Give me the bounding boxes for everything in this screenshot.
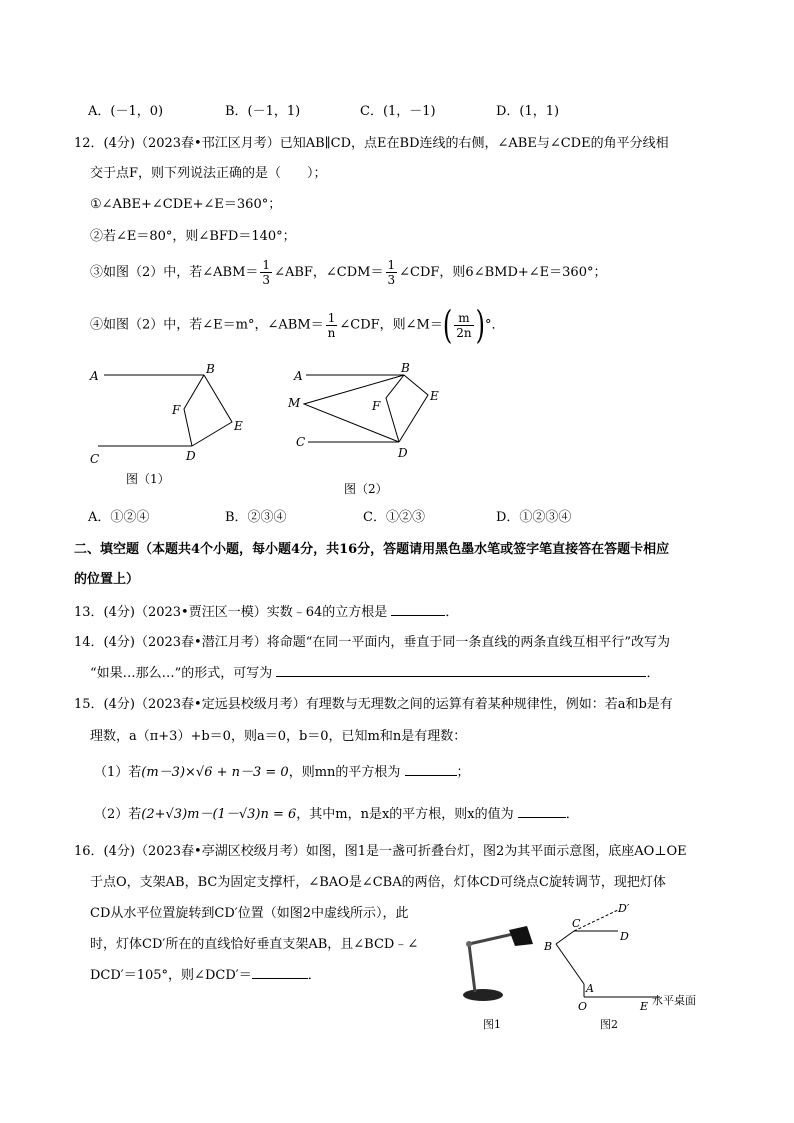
- q12-s4-part-c: °．: [485, 317, 505, 333]
- q12-s4-part-a: ④如图（2）中，若∠E＝m°，∠ABM＝: [90, 317, 324, 333]
- label-d: D: [398, 446, 408, 460]
- fraction-one-third: [260, 258, 272, 287]
- q13-text: 13．(4分)（2023•贾汪区一模）实数﹣64的立方根是: [74, 605, 388, 620]
- q13: [74, 603, 458, 622]
- q12-option-c: C．①②③: [363, 510, 425, 525]
- path-bfd: [184, 375, 204, 446]
- q12-statement-2: ②若∠E＝80°，则∠BFD＝140°；: [90, 229, 296, 244]
- q16-answer-blank: [252, 966, 308, 979]
- label-a: A: [586, 982, 594, 995]
- fraction-denominator: 3: [262, 273, 271, 287]
- label-a: A: [294, 369, 303, 383]
- label-f: F: [172, 403, 181, 417]
- q15-line2: 理数，a（π+3）+b＝0，则a＝0，b＝0，已知m和n是有理数：: [90, 729, 467, 744]
- lamp-head: [509, 926, 533, 946]
- label-e: E: [430, 389, 439, 403]
- q15-p2-end: ．: [565, 807, 579, 822]
- lamp-arm-lower: [469, 944, 475, 992]
- q15-p1-text: ，则mn的平方根为: [288, 765, 401, 780]
- q15-p1-prefix: （1）若: [94, 765, 142, 780]
- q16-end: ．: [307, 968, 321, 983]
- q16-fig1-caption: 图1: [483, 1018, 501, 1031]
- label-b: B: [544, 940, 553, 953]
- fraction-numerator: m: [454, 311, 473, 326]
- fraction-one-over-n: [326, 311, 338, 340]
- right-paren: ): [475, 302, 485, 348]
- label-b: B: [401, 361, 410, 375]
- label-d: D: [620, 930, 629, 943]
- label-d-prime: D′: [618, 904, 630, 915]
- q14-line2: [90, 664, 659, 683]
- q12-option-d: D．①②③④: [496, 510, 572, 525]
- label-c: C: [296, 435, 306, 449]
- q13-end: ．: [445, 605, 459, 620]
- label-c: C: [90, 452, 100, 466]
- path-bed: [399, 375, 428, 442]
- label-o: O: [578, 1000, 588, 1013]
- fraction-denominator: 2n: [456, 325, 472, 340]
- fraction-numerator: 1: [326, 311, 338, 326]
- q14-answer-blank: [276, 664, 646, 677]
- lamp-base: [463, 989, 503, 1001]
- q16-line5: [90, 966, 321, 985]
- q12-option-a: A．①②④: [88, 510, 150, 525]
- q16-text: DCD′＝105°，则∠DCD′＝: [90, 968, 252, 983]
- q15-p1-equation: (m－3)×√6 + n－3 = 0: [141, 765, 289, 780]
- q12-statement-4: [90, 302, 505, 348]
- q12-s3-part-b: ∠ABF，∠CDM＝: [274, 265, 384, 280]
- q16-line1: 16．(4分)（2023春•亭湖区校级月考）如图，图1是一盏可折叠台灯，图2为其平面示意图，底座AO⊥OE: [74, 844, 687, 859]
- q14-text: “如果…那么…”的形式，可写为: [90, 666, 273, 681]
- q11-option-a: A．(－1，0): [88, 104, 164, 119]
- q11-option-d: D．(1，1): [496, 104, 560, 119]
- label-a: A: [90, 369, 99, 383]
- line-cd-prime: [574, 910, 618, 931]
- q12-option-b: B．②③④: [225, 510, 287, 525]
- q16-fig2-caption: 图2: [600, 1018, 618, 1031]
- q12-figure-2: [284, 360, 454, 475]
- q12-stem-line1: 12．(4分)（2023春•邗江区月考）已知AB∥CD，点E在BD连线的右侧，∠ABE与∠CDE的角平分线相: [74, 136, 669, 151]
- q14-line1: 14．(4分)（2023春•潜江月考）将命题“在同一平面内，垂直于同一条直线的两条直线互相平行”改写为: [74, 635, 671, 650]
- q14-end: ．: [646, 666, 660, 681]
- q16-line4: 时，灯体CD′所在的直线恰好垂直支架AB，且∠BCD﹣∠: [90, 937, 419, 952]
- q15-p1-answer-blank: [405, 763, 457, 776]
- desk-lamp-picture: [455, 922, 535, 1004]
- q16-line3: CD从水平位置旋转到CD′位置（如图2中虚线所示），此: [90, 906, 409, 921]
- q13-answer-blank: [391, 603, 445, 616]
- q15-part-1: [94, 763, 470, 782]
- label-e: E: [234, 419, 243, 433]
- q11-option-b: B．(－1，1): [225, 104, 301, 119]
- q12-s4-part-b: ∠CDF，则∠M＝: [339, 317, 443, 333]
- line-bc: [556, 931, 574, 944]
- q15-p2-prefix: （2）若: [94, 807, 142, 822]
- desk-surface-label: 水平桌面: [652, 994, 696, 1007]
- left-paren: (: [442, 302, 453, 348]
- q15-part-2: [94, 805, 579, 824]
- q15-p2-equation: (2+√3)m－(1－√3)n = 6: [141, 807, 297, 822]
- q15-p2-text: ，其中m，n是x的平方根，则x的值为: [296, 807, 514, 822]
- q12-figure-1: [86, 360, 256, 470]
- label-d: D: [186, 449, 196, 463]
- label-m: M: [288, 396, 301, 410]
- fraction-m-over-2n: [454, 311, 473, 340]
- section-2-heading-line2: 的位置上）: [74, 572, 140, 587]
- q16-line2: 于点O，支架AB，BC为固定支撑杆，∠BAO是∠CBA的两倍，灯体CD可绕点C旋转调节，现把灯体: [90, 875, 666, 890]
- label-e: E: [640, 1000, 649, 1013]
- q12-statement-3: [90, 256, 606, 290]
- lamp-arm-upper: [469, 934, 513, 944]
- q12-statement-1: ①∠ABE+∠CDE+∠E＝360°；: [90, 197, 282, 212]
- label-b: B: [206, 362, 215, 376]
- fraction-one-third: [386, 258, 398, 287]
- line-ab: [556, 944, 584, 984]
- fraction-numerator: 1: [387, 258, 396, 272]
- q12-fig2-caption: 图（2）: [344, 482, 388, 496]
- q15-p2-answer-blank: [518, 805, 566, 818]
- fraction-denominator: 3: [387, 273, 396, 287]
- q12-s3-part-a: ③如图（2）中，若∠ABM＝: [90, 265, 259, 280]
- label-c: C: [572, 917, 581, 930]
- lamp-joint: [466, 941, 472, 947]
- q11-option-c: C．(1，－1): [360, 104, 436, 119]
- label-f: F: [372, 399, 381, 413]
- fraction-numerator: 1: [262, 258, 271, 272]
- fraction-denominator: n: [327, 325, 336, 340]
- q15-line1: 15．(4分)（2023春•定远县校级月考）有理数与无理数之间的运算有着某种规律性，例如：若a和b是有: [74, 697, 673, 712]
- q12-s3-part-c: ∠CDF，则6∠BMD+∠E＝360°；: [399, 265, 607, 280]
- q12-fig1-caption: 图（1）: [126, 472, 170, 486]
- path-bfd: [386, 375, 404, 442]
- q12-stem-line2: 交于点F，则下列说法正确的是（ ）；: [90, 166, 327, 181]
- q15-p1-end: ；: [456, 765, 470, 780]
- section-2-heading-line1: 二、填空题（本题共4个小题，每小题4分，共16分，答题请用黑色墨水笔或签字笔直接答在答题卡相应: [74, 542, 670, 557]
